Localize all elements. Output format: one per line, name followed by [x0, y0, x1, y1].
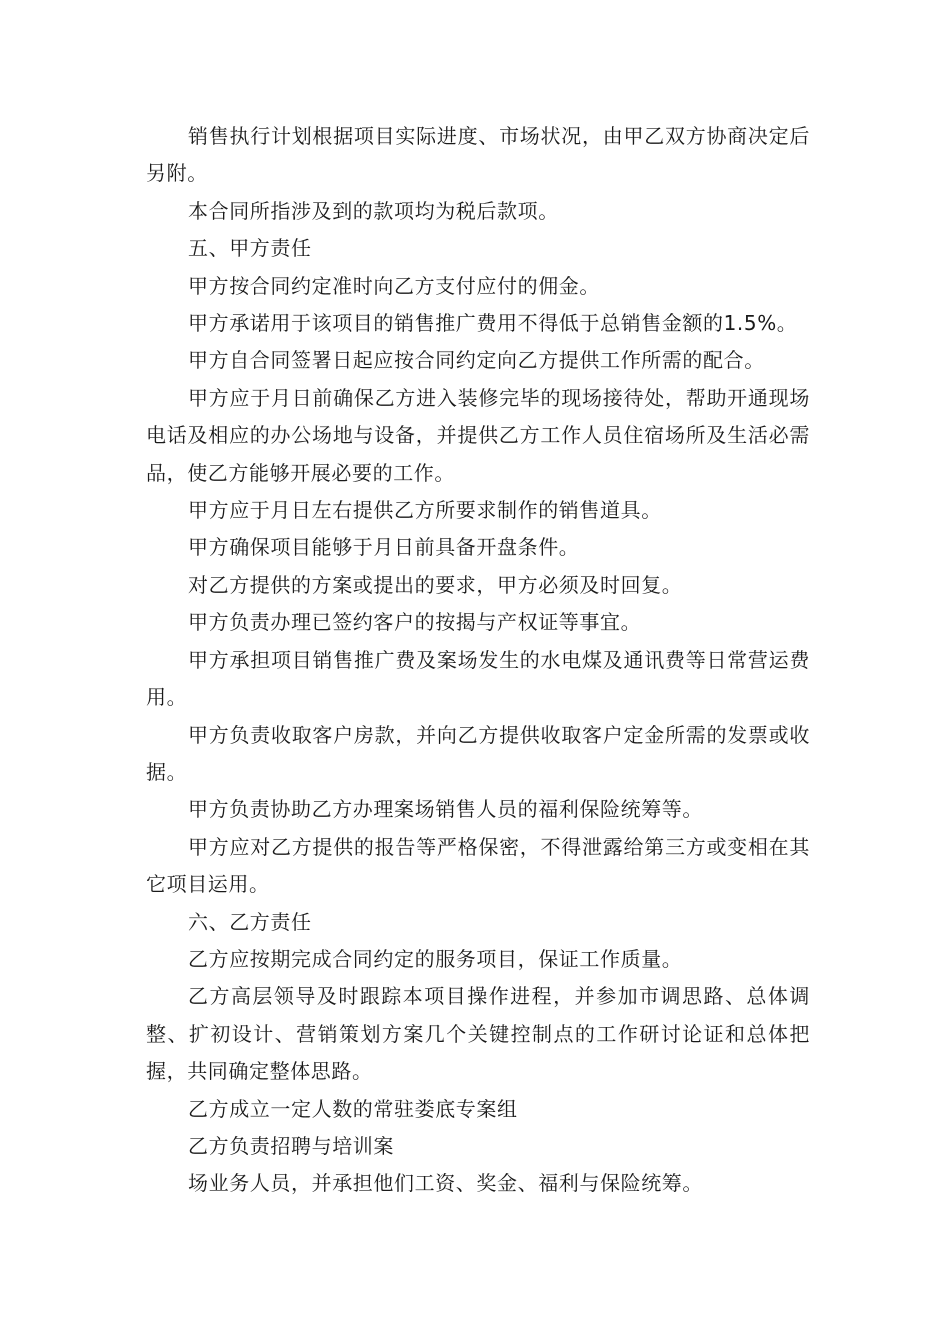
- paragraph: 场业务人员，并承担他们工资、奖金、福利与保险统筹。: [188, 1171, 703, 1196]
- paragraph: 甲方负责协助乙方办理案场销售人员的福利保险统筹等。: [188, 797, 703, 822]
- section-heading: 六、乙方责任: [188, 909, 312, 934]
- paragraph: 甲方承诺用于该项目的销售推广费用不得低于总销售金额的1.5%。: [188, 311, 798, 336]
- paragraph: 乙方成立一定人数的常驻娄底专案组: [188, 1096, 518, 1121]
- paragraph: 乙方负责招聘与培训案: [188, 1133, 394, 1158]
- paragraph: 甲方自合同签署日起应按合同约定向乙方提供工作所需的配合。: [188, 348, 765, 373]
- paragraph: 甲方承担项目销售推广费及案场发生的水电煤及通讯费等日常营运费用。: [146, 647, 810, 710]
- paragraph: 销售执行计划根据项目实际进度、市场状况，由甲乙双方协商决定后另附。: [146, 124, 810, 186]
- paragraph: 对乙方提供的方案或提出的要求，甲方必须及时回复。: [188, 572, 683, 597]
- paragraph: 甲方应于月日前确保乙方进入装修完毕的现场接待处，帮助开通现场电话及相应的办公场地与设备，并提供乙方工作人员住宿场所及生活必需品，使乙方能够开展必要的工作。: [146, 385, 810, 485]
- paragraph: 乙方高层领导及时跟踪本项目操作进程，并参加市调思路、总体调整、扩初设计、营销策划方案几个关键控制点的工作研讨论证和总体把握，共同确定整体思路。: [146, 984, 810, 1084]
- paragraph: 本合同所指涉及到的款项均为税后款项。: [188, 198, 559, 223]
- paragraph: 乙方应按期完成合同约定的服务项目，保证工作质量。: [188, 946, 683, 971]
- paragraph: 甲方按合同约定准时向乙方支付应付的佣金。: [188, 273, 600, 298]
- document-body: [146, 118, 810, 1203]
- paragraph: 甲方负责收取客户房款，并向乙方提供收取客户定金所需的发票或收据。: [146, 722, 810, 784]
- paragraph: 甲方应对乙方提供的报告等严格保密，不得泄露给第三方或变相在其它项目运用。: [146, 834, 810, 897]
- section-heading: 五、甲方责任: [188, 236, 312, 261]
- paragraph: 甲方负责办理已签约客户的按揭与产权证等事宜。: [188, 610, 642, 635]
- paragraph: 甲方确保项目能够于月日前具备开盘条件。: [188, 535, 580, 560]
- paragraph: 甲方应于月日左右提供乙方所要求制作的销售道具。: [188, 498, 662, 523]
